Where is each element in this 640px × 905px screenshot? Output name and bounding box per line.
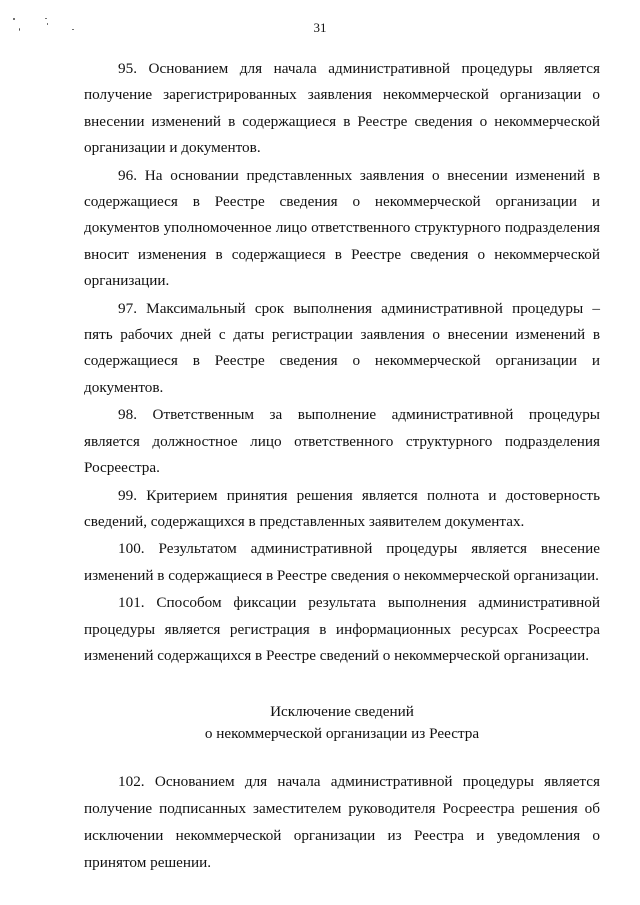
- paragraph-99: 99. Критерием принятия решения является полнота и достоверность сведений, содержащихся в представленных заявителем документах.: [84, 486, 600, 530]
- section-heading-line: о некоммерческой организации из Реестра: [204, 725, 480, 743]
- paragraph-98: 98. Ответственным за выполнение административной процедуры является должностное лицо ответственного структурного подразделения Росреестра.: [84, 406, 600, 477]
- paragraph-101: 101. Способом фиксации результата выполнения административной процедуры является регистрация в информационных ресурсах Росреестра изменений содержащихся в Реестре сведений о некоммерческой организации.: [84, 594, 600, 664]
- scan-speck: [45, 18, 47, 19]
- paragraph-96: 96. На основании представленных заявления о внесении изменений в содержащиеся в Реестре сведения о некоммерческой организации и документов уполномоченное лицо ответственного структурного подразделения вносит изменения в содержащиеся в Реестре сведения о некоммерческой организации.: [84, 166, 600, 290]
- paragraph-100: 100. Результатом административной процедуры является внесение изменений в содержащиеся в Реестре сведения о некоммерческой организации.: [84, 540, 600, 584]
- paragraph-102: 102. Основанием для начала административной процедуры является получение подписанных заместителем руководителя Росреестра решения об исключении некоммерческой организации из Реестра и уведомления о принятом решении.: [84, 773, 600, 871]
- paragraph-97: 97. Максимальный срок выполнения административной процедуры – пять рабочих дней с даты регистрации заявления о внесении изменений в содержащиеся в Реестре сведения о некоммерческой организации и документов.: [84, 299, 600, 396]
- section-heading: [84, 701, 600, 745]
- page-number: 31: [313, 20, 327, 35]
- paragraph-95: 95. Основанием для начала административной процедуры является получение зарегистрированных заявления некоммерческой организации о внесении изменений в содержащиеся в Реестре сведения о некоммерческой организации и документов.: [84, 60, 600, 157]
- document-body: [84, 56, 600, 877]
- section-heading-line: Исключение сведений: [270, 703, 414, 721]
